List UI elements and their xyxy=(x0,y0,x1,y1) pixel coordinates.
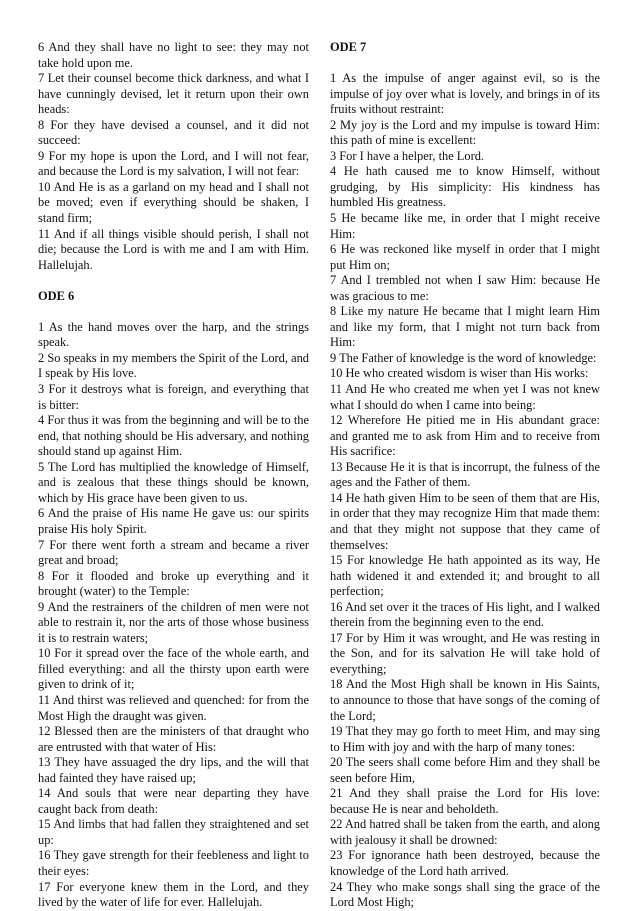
verse-ode7-2: 2 My joy is the Lord and my impulse is toward Him: this path of mine is excellent: xyxy=(330,117,600,148)
verse-ode6-16: 16 They gave strength for their feebleness and light to their eyes: xyxy=(38,848,309,878)
spacer xyxy=(38,273,309,289)
verse-ode5-9: 9 For my hope is upon the Lord, and I will not fear, and because the Lord is my salvation, I will not fear: xyxy=(38,148,309,179)
verse-ode7-21: 21 And they shall praise the Lord for His love: because He is near and beholdeth. xyxy=(330,786,600,816)
verse-ode5-6: 6 And they shall have no light to see: they may not take hold upon me. xyxy=(38,40,309,70)
verse-ode6-14: 14 And souls that were near departing they have caught back from death: xyxy=(38,786,309,816)
verse-ode7-19: 19 That they may go forth to meet Him, and may sing to Him with joy and with the harp of many tones: xyxy=(330,724,600,754)
verse-ode7-22: 22 And hatred shall be taken from the earth, and along with jealousy it shall be drowned: xyxy=(330,817,600,847)
verse-ode6-3: 3 For it destroys what is foreign, and everything that is bitter: xyxy=(38,382,309,412)
spacer xyxy=(38,304,309,320)
ode-6-heading: ODE 6 xyxy=(38,288,75,303)
verse-ode7-14: 14 He hath given Him to be seen of them that are His, in order that they may recognize Him that made them: and that they might not suppose that they came of themselves: xyxy=(330,490,600,552)
verse-ode6-15: 15 And limbs that had fallen they straightened and set up: xyxy=(38,817,309,847)
verse-ode7-15: 15 For knowledge He hath appointed as its way, He hath widened it and extended it; and brought to all perfection; xyxy=(330,553,600,599)
verse-ode7-5: 5 He became like me, in order that I might receive Him: xyxy=(330,211,600,241)
verse-ode7-20: 20 The seers shall come before Him and they shall be seen before Him, xyxy=(330,755,600,785)
verse-ode7-1: 1 As the impulse of anger against evil, so is the impulse of joy over what is lovely, and brings in of its fruits without restraint: xyxy=(330,71,600,117)
verse-ode7-23: 23 For ignorance hath been destroyed, because the knowledge of the Lord hath arrived. xyxy=(330,848,600,878)
verse-ode7-12: 12 Wherefore He pitied me in His abundant grace: and granted me to ask from Him and to receive from His sacrifice: xyxy=(330,413,600,459)
verse-ode6-2: 2 So speaks in my members the Spirit of the Lord, and I speak by His love. xyxy=(38,350,309,381)
verse-ode7-13: 13 Because He it is that is incorrupt, the fulness of the ages and the Father of them. xyxy=(330,459,600,490)
verse-ode6-9: 9 And the restrainers of the children of men were not able to restrain it, nor the arts of those whose business it is to restrain waters; xyxy=(38,599,309,645)
verse-ode7-6: 6 He was reckoned like myself in order that I might put Him on; xyxy=(330,242,600,272)
verse-ode7-17: 17 For by Him it was wrought, and He was resting in the Son, and for its salvation He will take hold of everything; xyxy=(330,630,600,676)
verse-ode5-8: 8 For they have devised a counsel, and it did not succeed: xyxy=(38,117,309,148)
verse-ode6-5: 5 The Lord has multiplied the knowledge of Himself, and is zealous that these things should be known, which by His grace have been given to us. xyxy=(38,459,309,505)
verse-ode6-4: 4 For thus it was from the beginning and will be to the end, that nothing should be His adversary, and nothing should stand up against Him. xyxy=(38,413,309,459)
verse-ode7-11: 11 And He who created me when yet I was not knew what I should do when I came into being: xyxy=(330,382,600,412)
spacer xyxy=(330,56,600,72)
verse-ode7-9: 9 The Father of knowledge is the word of knowledge: xyxy=(330,350,597,365)
verse-ode7-4: 4 He hath caused me to know Himself, without grudging, by His simplicity: His kindness has humbled His greatness. xyxy=(330,164,600,210)
verse-ode7-24: 24 They who make songs shall sing the grace of the Lord Most High; xyxy=(330,879,600,910)
verse-ode6-12: 12 Blessed then are the ministers of that draught who are entrusted with that water of His: xyxy=(38,724,309,754)
verse-ode6-17: 17 For everyone knew them in the Lord, and they lived by the water of life for ever. Hallelujah. xyxy=(38,879,309,910)
verse-ode6-13: 13 They have assuaged the dry lips, and the will that had fainted they have raised up; xyxy=(38,755,309,785)
verse-ode7-16: 16 And set over it the traces of His light, and I walked therein from the beginning even to the end. xyxy=(330,599,600,630)
verse-ode6-1: 1 As the hand moves over the harp, and the strings speak. xyxy=(38,319,309,350)
verse-ode6-8: 8 For it flooded and broke up everything and it brought (water) to the Temple: xyxy=(38,568,309,599)
right-column xyxy=(330,40,600,911)
left-column xyxy=(38,40,309,911)
verse-ode6-7: 7 For there went forth a stream and became a river great and broad; xyxy=(38,537,309,568)
verse-ode5-11: 11 And if all things visible should perish, I shall not die; because the Lord is with me and I am with Him. Hallelujah. xyxy=(38,226,309,272)
verse-ode7-3: 3 For I have a helper, the Lord. xyxy=(330,148,484,163)
verse-ode5-7: 7 Let their counsel become thick darkness, and what I have cunningly devised, let it return upon their own heads: xyxy=(38,71,309,117)
ode-7-heading: ODE 7 xyxy=(330,40,367,54)
verse-ode7-10: 10 He who created wisdom is wiser than His works: xyxy=(330,366,589,381)
verse-ode7-7: 7 And I trembled not when I saw Him: because He was gracious to me: xyxy=(330,273,600,303)
verse-ode7-8: 8 Like my nature He became that I might learn Him and like my form, that I might not turn back from Him: xyxy=(330,304,600,350)
verse-ode6-10: 10 For it spread over the face of the whole earth, and filled everything: and all the thirsty upon earth were given to drink of it; xyxy=(38,646,309,692)
verse-ode7-18: 18 And the Most High shall be known in His Saints, to announce to those that have songs of the coming of the Lord; xyxy=(330,677,600,723)
verse-ode6-6: 6 And the praise of His name He gave us: our spirits praise His holy Spirit. xyxy=(38,506,309,536)
verse-ode5-10: 10 And He is as a garland on my head and I shall not be moved; even if everything should be shaken, I stand firm; xyxy=(38,179,309,226)
verse-ode6-11: 11 And thirst was relieved and quenched: for from the Most High the draught was given. xyxy=(38,692,309,723)
